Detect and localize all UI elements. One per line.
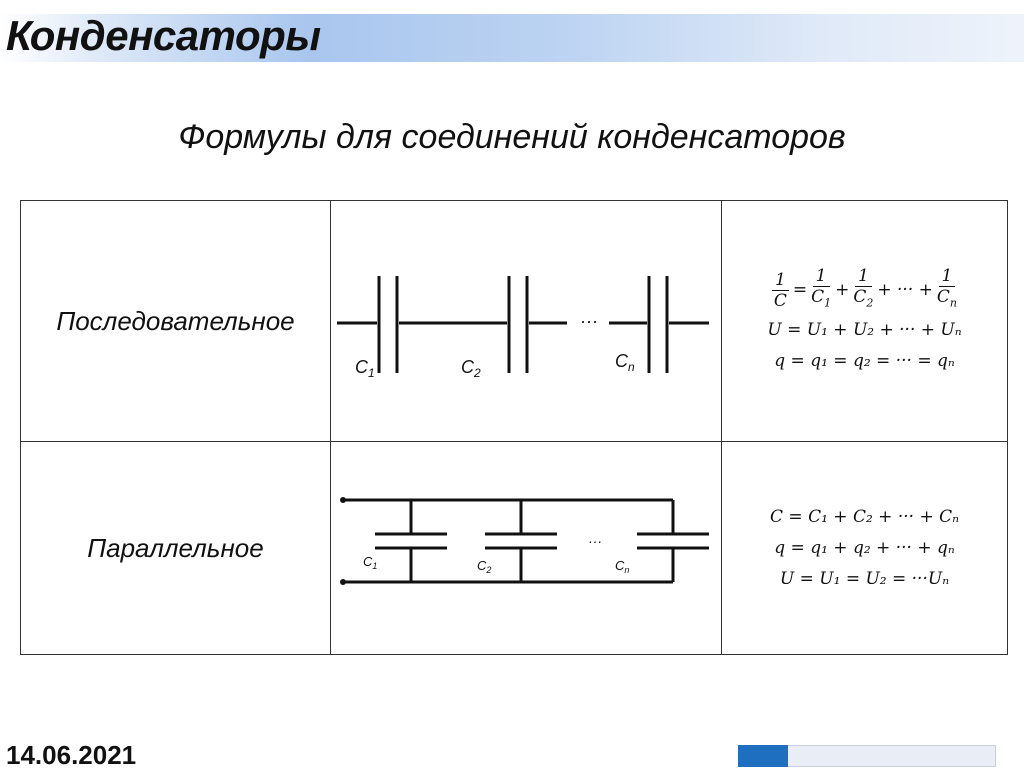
cap-letter: C bbox=[363, 554, 373, 569]
capacitor-label-cn bbox=[615, 351, 635, 374]
series-circuit-diagram bbox=[331, 201, 721, 441]
fraction-numerator: 1 bbox=[772, 270, 789, 291]
fraction-denominator: $C_2$ bbox=[853, 287, 874, 310]
cap-subscript: 2 bbox=[486, 565, 492, 575]
capacitor-label-c2 bbox=[477, 558, 491, 575]
connection-name-series: Последовательное bbox=[21, 201, 331, 442]
parallel-formula-capacitance: C = C₁ + C₂ + ··· + Cₙ bbox=[770, 506, 959, 527]
parallel-formula-voltage: U = U₁ = U₂ = ···Uₙ bbox=[779, 568, 950, 589]
fraction-numerator: 1 bbox=[855, 266, 872, 287]
equals-sign: = bbox=[792, 279, 808, 300]
cap-letter: C bbox=[615, 351, 628, 371]
series-formula-charge: q = q₁ = q₂ = ··· = qₙ bbox=[774, 351, 955, 371]
fraction bbox=[937, 266, 957, 313]
slide-title: Конденсаторы bbox=[6, 12, 321, 59]
series-diagram-cell bbox=[331, 201, 722, 442]
fraction bbox=[772, 270, 789, 311]
cap-letter: C bbox=[477, 558, 487, 573]
parallel-formulas-cell bbox=[722, 442, 1008, 655]
footer-accent-block bbox=[738, 745, 788, 767]
cap-subscript: n bbox=[628, 360, 635, 374]
cap-letter: C bbox=[461, 357, 474, 377]
series-formula-voltage: U = U₁ + U₂ + ··· + Uₙ bbox=[767, 320, 962, 340]
slide-subtitle: Формулы для соединений конденсаторов bbox=[178, 118, 846, 156]
table-row-series bbox=[21, 201, 1008, 442]
series-formulas-cell bbox=[722, 201, 1008, 442]
cap-subscript: 1 bbox=[372, 561, 378, 571]
terminal-dot bbox=[340, 579, 346, 585]
terminal-dot bbox=[340, 497, 346, 503]
plus-sign: + bbox=[835, 279, 850, 300]
fraction bbox=[853, 266, 873, 313]
fraction-numerator: 1 bbox=[813, 266, 830, 287]
series-formula-capacitance bbox=[722, 265, 1007, 315]
formulas-table bbox=[20, 200, 1008, 655]
cap-letter: C bbox=[355, 357, 368, 377]
ellipsis-sum: + ··· + bbox=[877, 279, 933, 300]
ellipsis-label: ··· bbox=[580, 311, 598, 331]
parallel-circuit-diagram bbox=[331, 442, 721, 654]
ellipsis-label: ··· bbox=[588, 533, 602, 549]
cap-subscript: 1 bbox=[368, 366, 375, 380]
parallel-diagram-cell bbox=[331, 442, 722, 655]
cap-subscript: 2 bbox=[474, 366, 481, 380]
fraction-denominator: C bbox=[773, 290, 787, 311]
series-formulas bbox=[722, 265, 1007, 377]
fraction bbox=[811, 266, 831, 313]
parallel-formula-charge: q = q₁ + q₂ + ··· + qₙ bbox=[774, 537, 955, 558]
slide-date: 14.06.2021 bbox=[6, 740, 137, 770]
fraction-denominator: $C_1$ bbox=[811, 287, 832, 310]
fraction-numerator: 1 bbox=[939, 266, 956, 287]
parallel-formulas bbox=[722, 502, 1007, 595]
cap-subscript: n bbox=[624, 565, 630, 575]
connection-name-parallel: Параллельное bbox=[21, 442, 331, 655]
capacitor-label-c1 bbox=[355, 357, 375, 380]
cap-letter: C bbox=[615, 558, 625, 573]
capacitor-label-c2 bbox=[461, 357, 481, 380]
table-row-parallel bbox=[21, 442, 1008, 655]
capacitor-label-cn bbox=[615, 558, 629, 575]
capacitor-label-c1 bbox=[363, 554, 377, 571]
fraction-denominator: $C_n$ bbox=[936, 287, 957, 310]
